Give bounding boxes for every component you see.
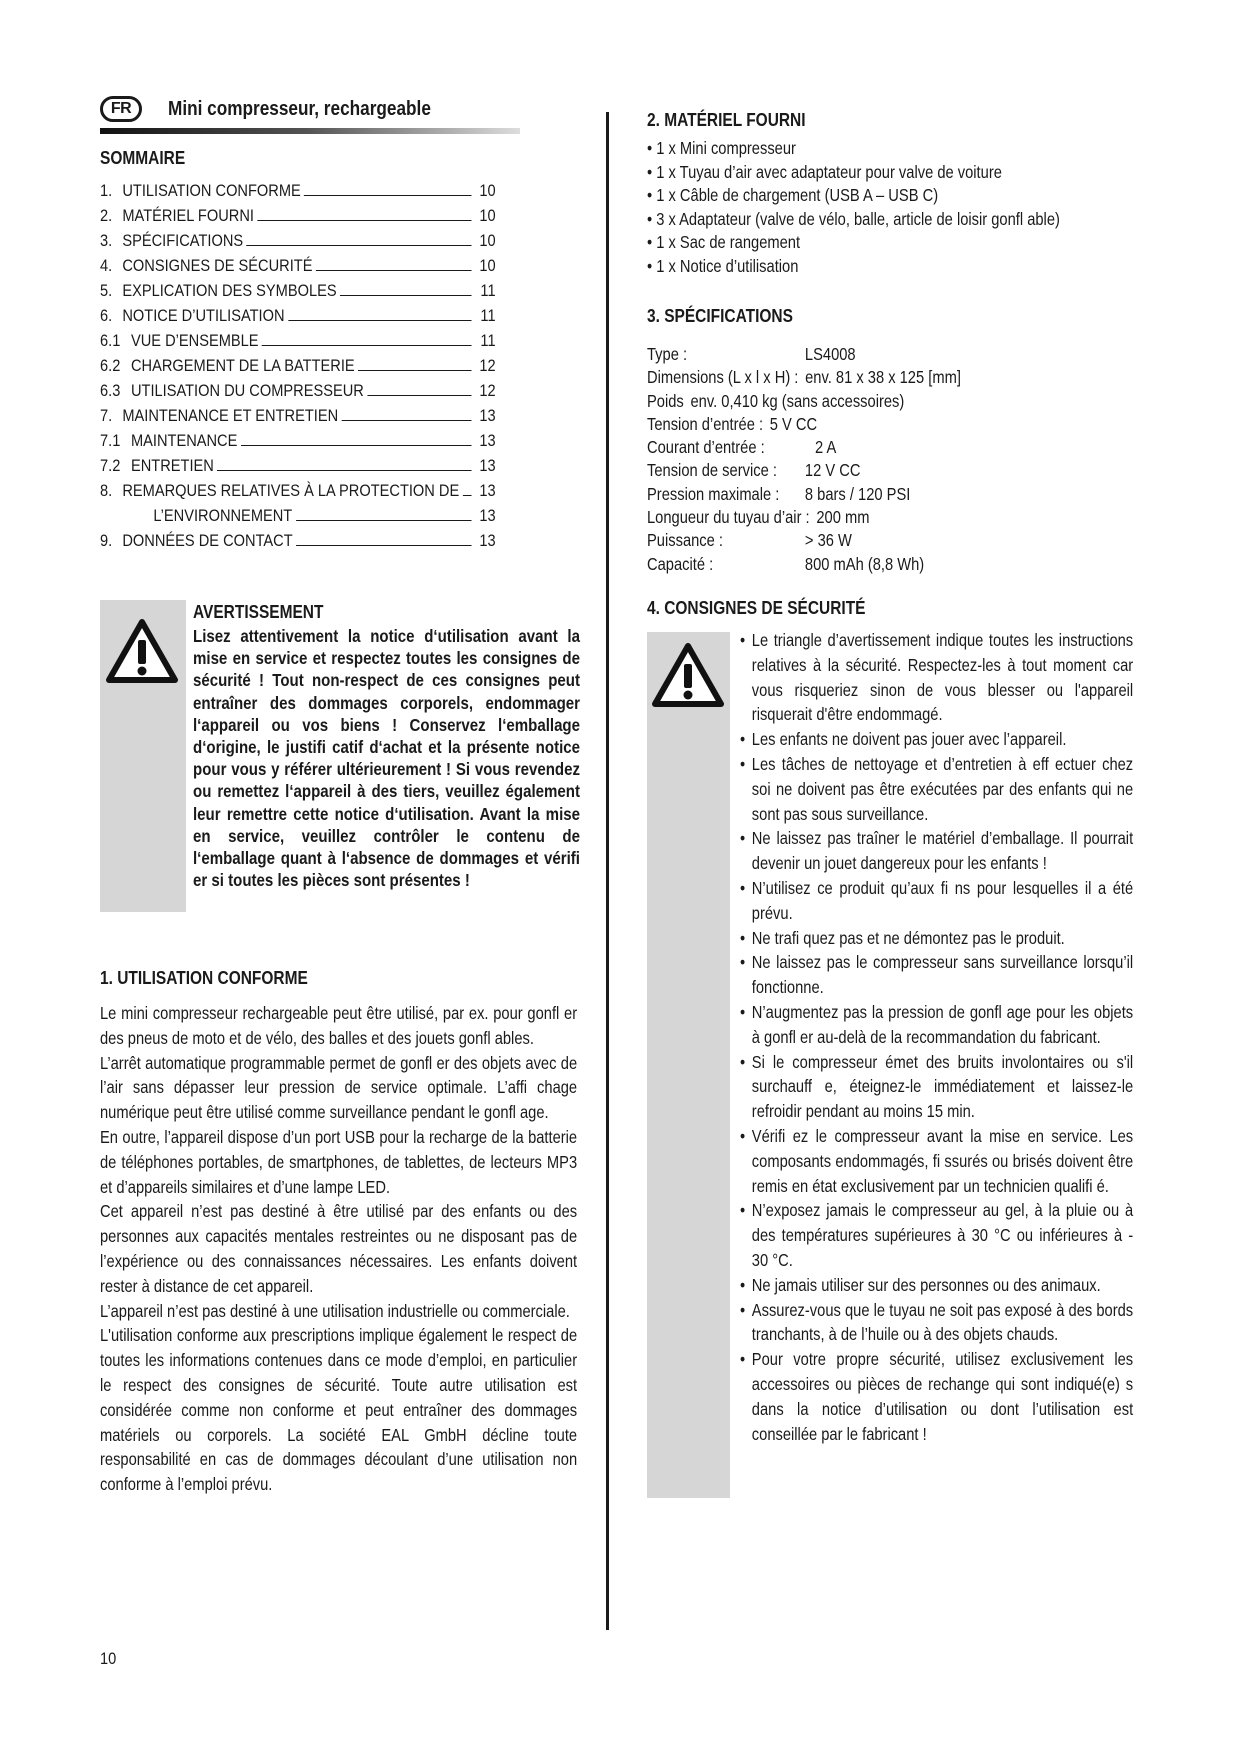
toc-leader — [340, 295, 471, 296]
spec-row — [647, 554, 1117, 577]
toc-label: UTILISATION DU COMPRESSEUR — [130, 381, 364, 400]
toc-row — [100, 231, 496, 256]
list-item: • N’utilisez ce produit qu’aux fi ns pour lesquelles il a été prévu. — [735, 876, 1133, 926]
toc-page: 13 — [479, 431, 496, 450]
toc-row — [100, 331, 496, 356]
spec-label: Tension de service : — [647, 460, 777, 481]
toc-leader — [257, 220, 471, 221]
spec-row — [647, 437, 1117, 460]
toc-label: REMARQUES RELATIVES À LA PROTECTION DE — [122, 481, 460, 500]
list-item: • Les enfants ne doivent pas jouer avec l’appareil. — [735, 727, 1133, 752]
toc-row — [100, 181, 496, 206]
toc-page: 11 — [480, 281, 496, 300]
safety-list — [735, 628, 1133, 1446]
right-column — [647, 110, 1137, 574]
toc-leader — [316, 270, 472, 271]
toc-number: 4. — [100, 256, 113, 275]
list-item: • 3 x Adaptateur (valve de vélo, balle, article de loisir gonfl able) — [647, 208, 1060, 229]
spec-row — [647, 414, 1117, 437]
toc-number: 6.1 — [100, 331, 121, 350]
spec-value: 800 mAh (8,8 Wh) — [804, 553, 925, 574]
toc-page: 11 — [480, 331, 496, 350]
toc-number: 3. — [100, 231, 113, 250]
toc-leader — [296, 520, 472, 521]
list-item: • Les tâches de nettoyage et d’entretien à eff ectuer chez soi ne doivent pas être exécutées par des enfants qui ne sont pas sous surveillance. — [735, 752, 1133, 826]
toc-row — [100, 531, 496, 556]
spec-label: Type : — [647, 344, 688, 364]
toc-page: 13 — [479, 406, 496, 425]
toc-leader — [304, 195, 471, 196]
toc-leader — [367, 395, 471, 396]
toc-label: EXPLICATION DES SYMBOLES — [122, 281, 337, 300]
list-item: • Vérifi ez le compresseur avant la mise en service. Les composants endommagés, fi ssurés ou brisés doivent être remis en état exclusivement par un technicien qualifi é. — [735, 1124, 1133, 1198]
list-item: • N’exposez jamais le compresseur au gel, à la pluie ou à des températures supérieures à 30 °C ou inférieures à - 30 °C. — [735, 1198, 1133, 1272]
toc-leader — [247, 245, 472, 246]
warning-title: AVERTISSEMENT — [193, 602, 324, 622]
toc-row — [100, 206, 496, 231]
toc-row — [100, 406, 496, 431]
title-underline — [100, 128, 520, 134]
spec-value: 2 A — [815, 437, 837, 458]
toc-number: 9. — [100, 531, 113, 550]
toc-row — [100, 306, 496, 331]
toc-page: 10 — [479, 231, 496, 250]
list-item: • N’augmentez pas la pression de gonfl age pour les objets à gonfl er au-delà de la recommandation du fabricant. — [735, 1000, 1133, 1050]
toc-label: CONSIGNES DE SÉCURITÉ — [122, 256, 313, 275]
table-of-contents — [100, 181, 590, 556]
toc-label: VUE D’ENSEMBLE — [130, 331, 259, 350]
list-item: • Ne jamais utiliser sur des personnes ou des animaux. — [735, 1273, 1133, 1298]
spec-label: Longueur du tuyau d’air : — [647, 507, 810, 528]
spec-label: Pression maximale : — [647, 483, 780, 504]
toc-label: SPÉCIFICATIONS — [122, 231, 244, 250]
toc-leader — [217, 470, 471, 471]
toc-leader — [288, 320, 472, 321]
toc-page: 11 — [480, 306, 496, 325]
warning-triangle-icon — [652, 642, 724, 708]
toc-label: MAINTENANCE — [130, 431, 238, 450]
intended-use-heading: 1. UTILISATION CONFORME — [100, 968, 308, 988]
toc-label: MATÉRIEL FOURNI — [122, 206, 254, 225]
list-item: • 1 x Tuyau d’air avec adaptateur pour valve de voiture — [647, 161, 1002, 182]
intended-use-section — [100, 968, 590, 1497]
toc-page: 13 — [479, 506, 496, 525]
spec-value: 12 V CC — [804, 460, 861, 481]
safety-sidebar — [647, 632, 730, 1498]
spec-row — [647, 507, 1117, 530]
spec-value: 200 mm — [816, 507, 870, 528]
intended-use-body — [100, 1001, 577, 1497]
spec-label: Puissance : — [647, 530, 723, 551]
toc-number: 6.2 — [100, 356, 121, 375]
spec-value: > 36 W — [804, 530, 852, 551]
specs-heading: 3. SPÉCIFICATIONS — [647, 306, 793, 326]
list-item: • Si le compresseur émet des bruits involontaires ou s'il surchauff e, éteignez-le immédiatement et laissez-le refroidir pendant au moins 15 min. — [735, 1050, 1133, 1124]
toc-row — [100, 281, 496, 306]
list-item: • 1 x Notice d’utilisation — [647, 255, 799, 276]
toc-heading: SOMMAIRE — [100, 148, 186, 168]
toc-leader — [241, 445, 472, 446]
paragraph: En outre, l’appareil dispose d’un port USB pour la recharge de la batterie de téléphones portables, de smartphones, de tablettes, de lecteurs MP3 et d’appareils similaires et d’une lampe LED. — [100, 1126, 578, 1197]
toc-row — [100, 456, 496, 481]
paragraph: L'utilisation conforme aux prescriptions implique également le respect de toutes les informations contenues dans ce mode d’emploi, en particulier le respect des consignes de sécurité. Toute autre utilisation est considérée comme non conforme et peut entraîner des dommages matériels ou corporels. La société EAL GmbH décline toute responsabilité en cas de dommages découlant d’une utilisation non conforme à l’emploi prévu. — [100, 1325, 578, 1495]
toc-row — [100, 506, 496, 531]
spec-label: Courant d’entrée : — [647, 437, 765, 458]
toc-label: L’ENVIRONNEMENT — [153, 506, 293, 525]
supplied-heading: 2. MATÉRIEL FOURNI — [647, 110, 806, 130]
toc-row — [100, 431, 496, 456]
toc-page: 13 — [479, 456, 496, 475]
paragraph: Le mini compresseur rechargeable peut être utilisé, par ex. pour gonfl er des pneus de moto et de vélo, des balles et des jouets gonfl ables. — [100, 1003, 578, 1048]
list-item: • 1 x Sac de rangement — [647, 232, 801, 252]
spec-label: Poids — [647, 390, 684, 411]
supplied-list — [647, 137, 1117, 278]
page-number: 10 — [100, 1649, 117, 1668]
spec-value: env. 0,410 kg (sans accessoires) — [690, 390, 905, 411]
column-divider — [606, 112, 609, 1630]
spec-row — [647, 391, 1117, 414]
toc-label: NOTICE D’UTILISATION — [122, 306, 285, 325]
toc-number: 6.3 — [100, 381, 121, 400]
toc-row — [100, 256, 496, 281]
list-item: • Ne trafi quez pas et ne démontez pas le produit. — [735, 926, 1133, 951]
list-item: • Le triangle d’avertissement indique toutes les instructions relatives à la sécurité. Respectez-les à tout moment car vous risqueriez sinon de vous blesser ou l'appareil risquerait d'être endommagé. — [735, 628, 1133, 727]
paragraph: L’appareil n’est pas destiné à une utilisation industrielle ou commerciale. — [100, 1300, 570, 1321]
toc-number: 8. — [100, 481, 113, 500]
spec-label: Capacité : — [647, 553, 714, 574]
toc-label: MAINTENANCE ET ENTRETIEN — [122, 406, 339, 425]
spec-value: 5 V CC — [769, 413, 818, 434]
spec-row — [647, 344, 1117, 367]
toc-page: 10 — [479, 181, 496, 200]
spec-value: LS4008 — [804, 344, 856, 364]
toc-number: 7. — [100, 406, 113, 425]
language-badge: FR — [100, 96, 142, 122]
spec-value: env. 81 x 38 x 125 [mm] — [805, 367, 961, 388]
toc-number: 1. — [100, 181, 113, 200]
list-item: • Ne laissez pas traîner le matériel d’emballage. Il pourrait devenir un jouet dangereux pour les enfants ! — [735, 826, 1133, 876]
toc-label: DONNÉES DE CONTACT — [122, 531, 293, 550]
toc-row — [100, 356, 496, 381]
specs-table — [647, 344, 1117, 577]
toc-leader — [296, 545, 471, 546]
warning-triangle-icon — [106, 618, 178, 684]
document-title: Mini compresseur, rechargeable — [168, 97, 431, 120]
spec-row — [647, 460, 1117, 483]
toc-leader — [463, 495, 472, 496]
toc-number: 6. — [100, 306, 113, 325]
paragraph: L’arrêt automatique programmable permet de gonfl er des objets avec de l’air sans dépasser leur pression de service optimale. L’affi chage numérique peut être utilisé comme surveillance pendant le gonfl age. — [100, 1052, 578, 1123]
list-item: • Assurez-vous que le tuyau ne soit pas exposé à des bords tranchants, à de l’huile ou à des objets chauds. — [735, 1298, 1133, 1348]
left-column — [100, 92, 590, 556]
toc-page: 13 — [479, 481, 496, 500]
toc-leader — [262, 345, 472, 346]
spec-value: 8 bars / 120 PSI — [804, 483, 911, 504]
toc-page: 10 — [479, 206, 496, 225]
toc-page: 10 — [479, 256, 496, 275]
toc-leader — [342, 420, 472, 421]
spec-label: Tension d’entrée : — [647, 413, 764, 434]
spec-label: Dimensions (L x l x H) : — [647, 367, 799, 388]
toc-page: 12 — [479, 381, 496, 400]
list-item: • Ne laissez pas le compresseur sans surveillance lorsqu’il fonctionne. — [735, 950, 1133, 1000]
list-item: • Pour votre propre sécurité, utilisez exclusivement les accessoires ou pièces de rechange qui sont indiqué(e) s dans la notice d’utilisation ou dont l’utilisation est conseillée par le fabricant ! — [735, 1347, 1133, 1446]
toc-leader — [358, 370, 471, 371]
toc-page: 12 — [479, 356, 496, 375]
toc-label: ENTRETIEN — [130, 456, 214, 475]
toc-page: 13 — [479, 531, 496, 550]
toc-row — [100, 381, 496, 406]
toc-label: CHARGEMENT DE LA BATTERIE — [130, 356, 355, 375]
document-header — [100, 92, 590, 126]
toc-number: 5. — [100, 281, 113, 300]
warning-box — [100, 600, 590, 912]
warning-body: Lisez attentivement la notice d‘utilisation avant la mise en service et respectez toutes les consignes de sécurité ! Tout non-respect de ces consignes peut entraîner des dommages corporels, endommager l‘appareil ou vos biens ! Conservez l‘emballage d‘origine, le justifi catif d‘achat et la présente notice pour vous y référer ultérieurement ! Si vous revendez ou remettez l‘appareil à des tiers, veuillez également leur remettre cette notice d‘utilisation. Avant la mise en service, veuillez contrôler le contenu de l‘emballage quant à l‘absence de dommages et vérifi er si toutes les pièces sont présentes ! — [193, 626, 580, 891]
toc-label: UTILISATION CONFORME — [122, 181, 301, 200]
safety-heading: 4. CONSIGNES DE SÉCURITÉ — [647, 598, 866, 618]
toc-number: 7.1 — [100, 431, 121, 450]
spec-row — [647, 484, 1117, 507]
safety-section — [647, 598, 1137, 619]
list-item: • 1 x Mini compresseur — [647, 138, 796, 158]
spec-row — [647, 530, 1117, 553]
toc-row — [100, 481, 496, 506]
spec-row — [647, 367, 1117, 390]
toc-number: 2. — [100, 206, 113, 225]
paragraph: Cet appareil n’est pas destiné à être utilisé par des enfants ou des personnes aux capacités mentales restreintes ou ne disposant pas de l’expérience ou des connaissances nécessaires. Les enfants doivent rester à distance de cet appareil. — [100, 1201, 578, 1296]
toc-number: 7.2 — [100, 456, 121, 475]
list-item: • 1 x Câble de chargement (USB A – USB C) — [647, 185, 939, 205]
